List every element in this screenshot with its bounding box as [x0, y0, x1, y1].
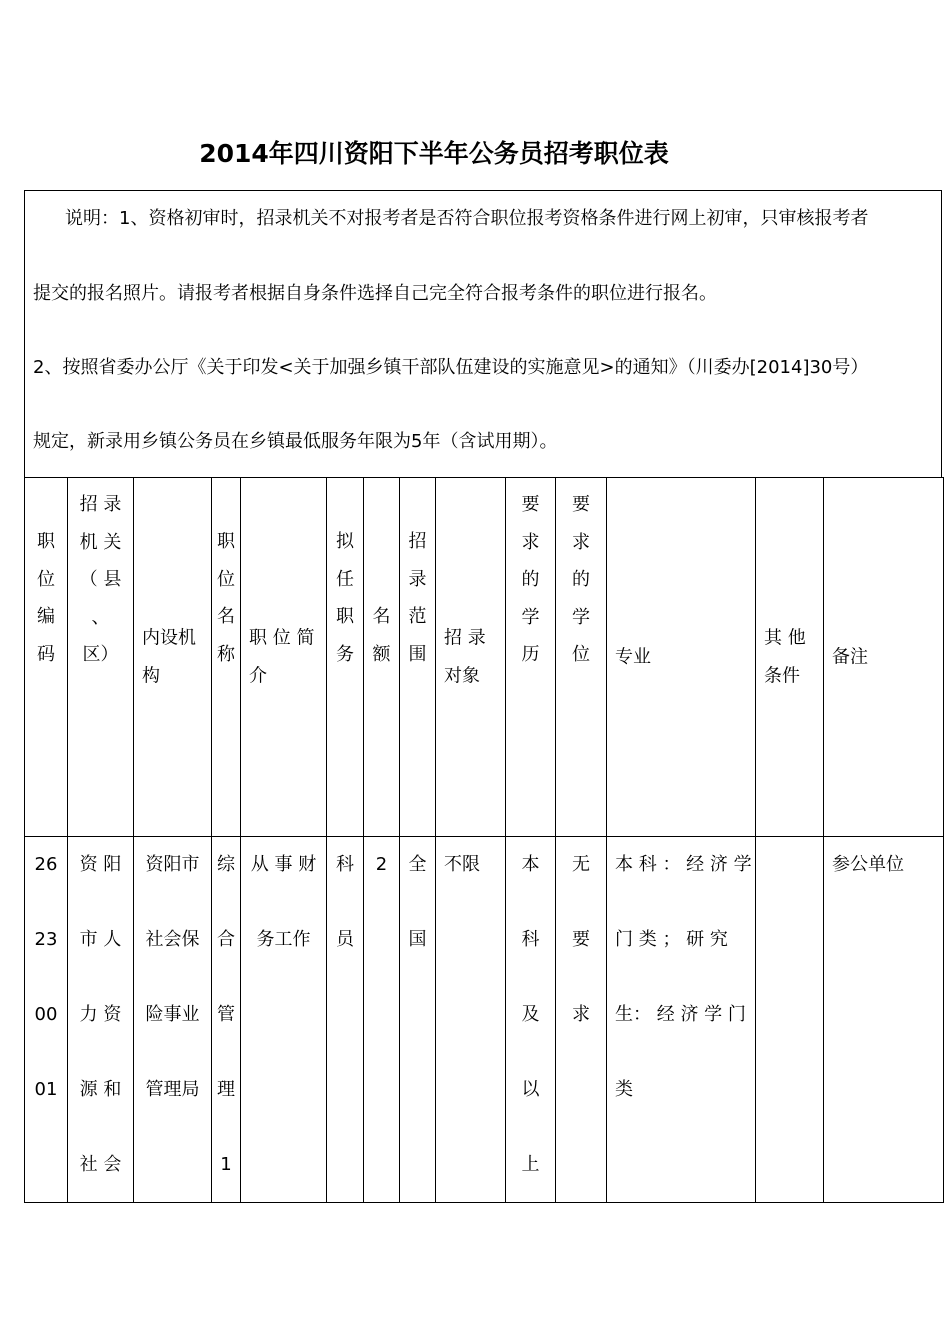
- header-position-name: 职 位 名 称: [212, 478, 241, 837]
- notes-box: [24, 190, 942, 477]
- cell-education: 本 科 及 以 上: [506, 837, 556, 1203]
- cell-quota: 2: [364, 837, 400, 1203]
- cell-org: 资 阳 市 人 力 资 源 和 社 会: [68, 837, 134, 1203]
- cell-remark: 参公单位: [824, 837, 944, 1203]
- cell-rank: 科 员: [327, 837, 364, 1203]
- header-org: 招 录 机 关 （ 县 、 区）: [68, 478, 134, 837]
- header-target: 招 录 对象: [436, 478, 506, 837]
- header-code: 职 位 编 码: [25, 478, 68, 837]
- header-rank: 拟 任 职 务: [327, 478, 364, 837]
- note-line-4: 规定，新录用乡镇公务员在乡镇最低服务年限为5年（含试用期）。: [33, 431, 558, 452]
- header-other: 其 他 条件: [756, 478, 824, 837]
- cell-target: 不限: [436, 837, 506, 1203]
- cell-dept: 资阳市 社会保 险事业 管理局: [134, 837, 212, 1203]
- header-dept: 内设机 构: [134, 478, 212, 837]
- header-row: [25, 478, 944, 837]
- header-scope: 招 录 范 围: [400, 478, 436, 837]
- header-degree: 要 求 的 学 位: [556, 478, 607, 837]
- note-line-3: 2、按照省委办公厅《关于印发<关于加强乡镇干部队伍建设的实施意见>的通知》（川委办[2014]30号）: [33, 357, 869, 378]
- positions-table: [24, 477, 944, 1203]
- header-remark: 备注: [824, 478, 944, 837]
- header-major: 专业: [607, 478, 756, 837]
- header-intro: 职 位 简 介: [241, 478, 327, 837]
- note-line-1: 说明：1、资格初审时，招录机关不对报考者是否符合职位报考资格条件进行网上初审，只审核报考者: [65, 208, 869, 229]
- cell-code: 26 23 00 01: [25, 837, 68, 1203]
- cell-position-name: 综 合 管 理 1: [212, 837, 241, 1203]
- note-line-2: 提交的报名照片。请报考者根据自身条件选择自己完全符合报考条件的职位进行报名。: [33, 283, 717, 304]
- cell-intro: 从 事 财 务工作: [241, 837, 327, 1203]
- cell-other: [756, 837, 824, 1203]
- cell-scope: 全 国: [400, 837, 436, 1203]
- header-quota: 名 额: [364, 478, 400, 837]
- table-row: [25, 837, 944, 1203]
- header-education: 要 求 的 学 历: [506, 478, 556, 837]
- cell-degree: 无 要 求: [556, 837, 607, 1203]
- page-title: 2014年四川资阳下半年公务员招考职位表: [199, 139, 669, 168]
- cell-major: 本 科 ： 经 济 学 门 类 ； 研 究 生： 经 济 学 门 类: [607, 837, 756, 1203]
